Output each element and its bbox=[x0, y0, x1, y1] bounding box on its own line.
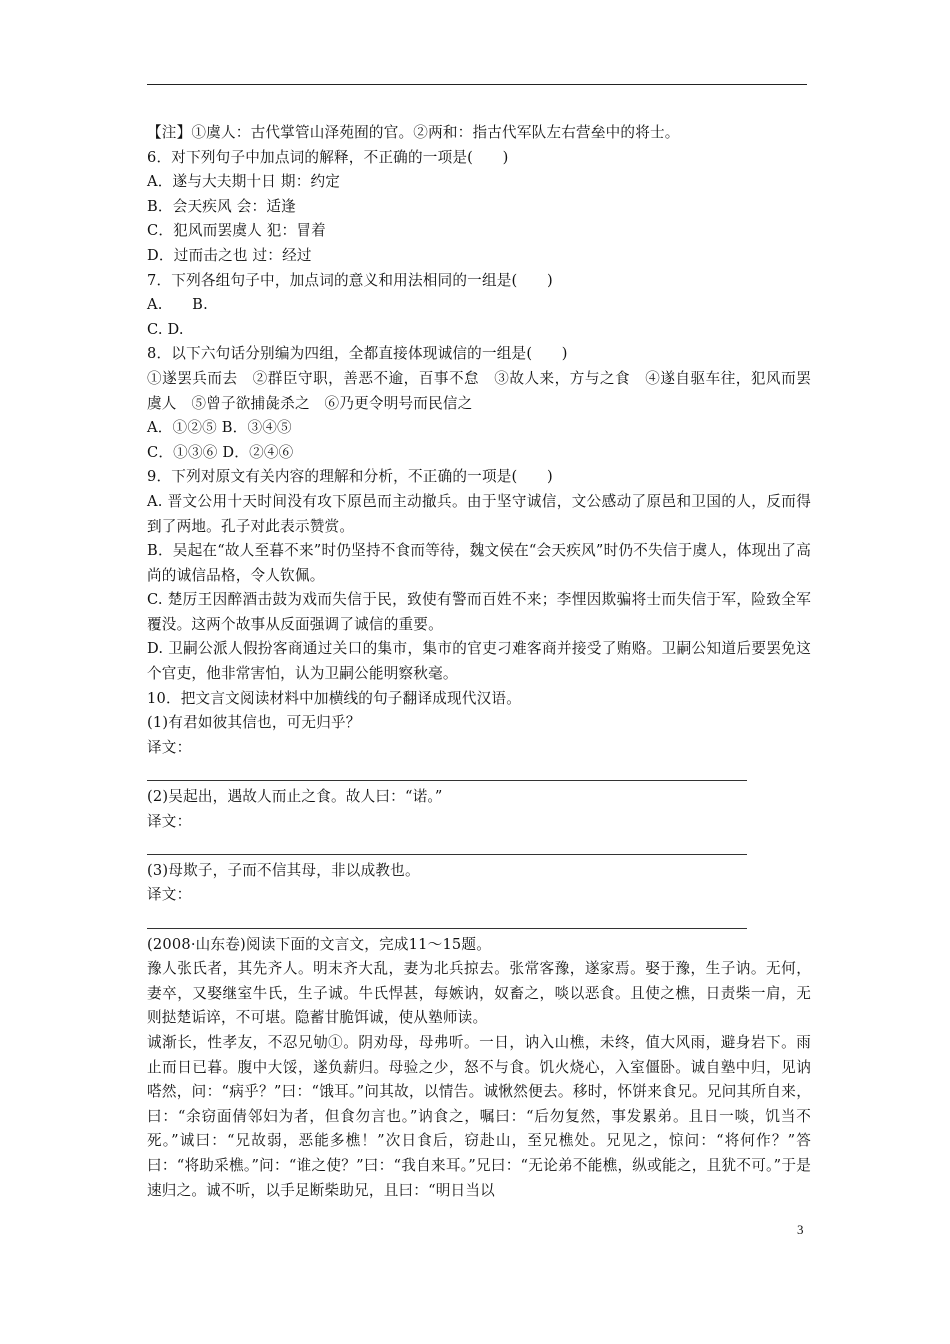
header-rule bbox=[147, 84, 807, 85]
page-number: 3 bbox=[797, 1222, 804, 1237]
answer-line-3[interactable] bbox=[147, 908, 747, 933]
annotation-note bbox=[147, 121, 811, 146]
passage-intro: (2008·山东卷)阅读下面的文言文，完成11～15题。 bbox=[147, 935, 492, 953]
translation-label-1: 译文： bbox=[147, 738, 192, 756]
question-7-options-ab: A. B. bbox=[147, 296, 208, 314]
question-9-stem: 9．下列对原文有关内容的理解和分析，不正确的一项是( ) bbox=[147, 468, 553, 486]
question-9-option-b: B．吴起在“故人至暮不来”时仍坚持不食而等待，魏文侯在“会天疾风”时仍不失信于虞人，体现出了高尚的诚信品格，令人钦佩。 bbox=[147, 542, 811, 584]
passage-paragraph-2: 诚渐长，性孝友，不忍兄劬①。阴劝母，母弗听。一日，讷入山樵，未终，值大风雨，避身岩下。雨止而日已暮。腹中大馁，遂负薪归。母验之少，怒不与食。饥火烧心，入室僵卧。诚自塾中归，见讷嗒然，问：“病乎？”曰：“饿耳。”问其故，以情告。诚愀然便去。移时，怀饼来食兄。兄问其所自来，曰：“余窃面倩邻妇为者，但食勿言也。”讷食之，嘱曰：“后勿复然，事发累弟。且日一啖，饥当不死。”诚曰：“兄故弱，恶能多樵！”次日食后，窃赴山，至兄樵处。兄见之，惊问：“将何作？”答曰：“将助采樵。”问：“谁之使？”曰：“我自来耳。”兄曰：“无论弟不能樵，纵或能之，且犹不可。”于是速归之。诚不听，以手足断柴助兄，且曰：“明日当以 bbox=[147, 1033, 811, 1199]
question-6-option-a: A．遂与大夫期十日 期：约定 bbox=[147, 173, 341, 191]
question-8-items: ①遂罢兵而去 ②群臣守职，善恶不逾，百事不怠 ③故人来，方与之食 ④遂自驱车往，犯风而罢虞人 ⑤曾子欲捕彘杀之 ⑥乃更令明号而民信之 bbox=[147, 369, 811, 412]
question-7-options-cd: C. D. bbox=[147, 320, 184, 338]
question-10-sentence-1: (1)有君如彼其信也，可无归乎？ bbox=[147, 714, 361, 732]
question-8-stem: 8．以下六句话分别编为四组，全都直接体现诚信的一组是( ) bbox=[147, 345, 568, 363]
passage-paragraph-1: 豫人张氏者，其先齐人。明末齐大乱，妻为北兵掠去。张常客豫，遂家焉。娶于豫，生子讷。无何，妻卒，又娶继室牛氏，生子诚。牛氏悍甚，每嫉讷，奴畜之，啖以恶食。且使之樵，日责柴一肩，无则挞楚诟谇，不可堪。隐蓄甘脆饵诚，使从塾师读。 bbox=[147, 960, 811, 1027]
translation-label-2: 译文： bbox=[147, 812, 192, 830]
note-text: ①虞人：古代掌管山泽苑囿的官。②两和：指古代军队左右营垒中的将士。 bbox=[191, 124, 680, 141]
question-8-options-cd: C．①③⑥ D．②④⑥ bbox=[147, 443, 294, 461]
question-6-stem: 6．对下列句子中加点词的解释，不正确的一项是( ) bbox=[147, 148, 509, 166]
question-9-option-d: D. 卫嗣公派人假扮客商通过关口的集市，集市的官吏刁难客商并接受了贿赂。卫嗣公知道后要罢免这个官吏，他非常害怕，认为卫嗣公能明察秋毫。 bbox=[147, 640, 811, 683]
answer-line-2[interactable] bbox=[147, 834, 747, 859]
question-8-options-ab: A．①②⑤ B．③④⑤ bbox=[147, 419, 292, 437]
question-7-stem: 7．下列各组句子中，加点词的意义和用法相同的一组是( ) bbox=[147, 271, 553, 289]
question-10-sentence-3: (3)母欺子，子而不信其母，非以成教也。 bbox=[147, 861, 420, 879]
question-6-option-b: B．会天疾风 会：适逢 bbox=[147, 197, 296, 215]
question-6-option-d: D．过而击之也 过：经过 bbox=[147, 246, 312, 264]
question-10-sentence-2: (2)吴起出，遇故人而止之食。故人曰：“诺。” bbox=[147, 788, 443, 806]
question-6-option-c: C．犯风而罢虞人 犯：冒着 bbox=[147, 222, 326, 240]
question-10-stem: 10．把文言文阅读材料中加横线的句子翻译成现代汉语。 bbox=[147, 689, 522, 707]
question-9-option-c: C. 楚厉王因醉酒击鼓为戏而失信于民，致使有警而百姓不来；李悝因欺骗将士而失信于军，险致全军覆没。这两个故事从反面强调了诚信的重要。 bbox=[147, 591, 811, 633]
translation-label-3: 译文： bbox=[147, 886, 192, 904]
document-body bbox=[147, 121, 811, 1203]
note-label: 【注】 bbox=[147, 124, 192, 141]
answer-line-1[interactable] bbox=[147, 760, 747, 785]
question-9-option-a: A. 晋文公用十天时间没有攻下原邑而主动撤兵。由于坚守诚信，文公感动了原邑和卫国的人，反而得到了两地。孔子对此表示赞赏。 bbox=[147, 492, 811, 535]
